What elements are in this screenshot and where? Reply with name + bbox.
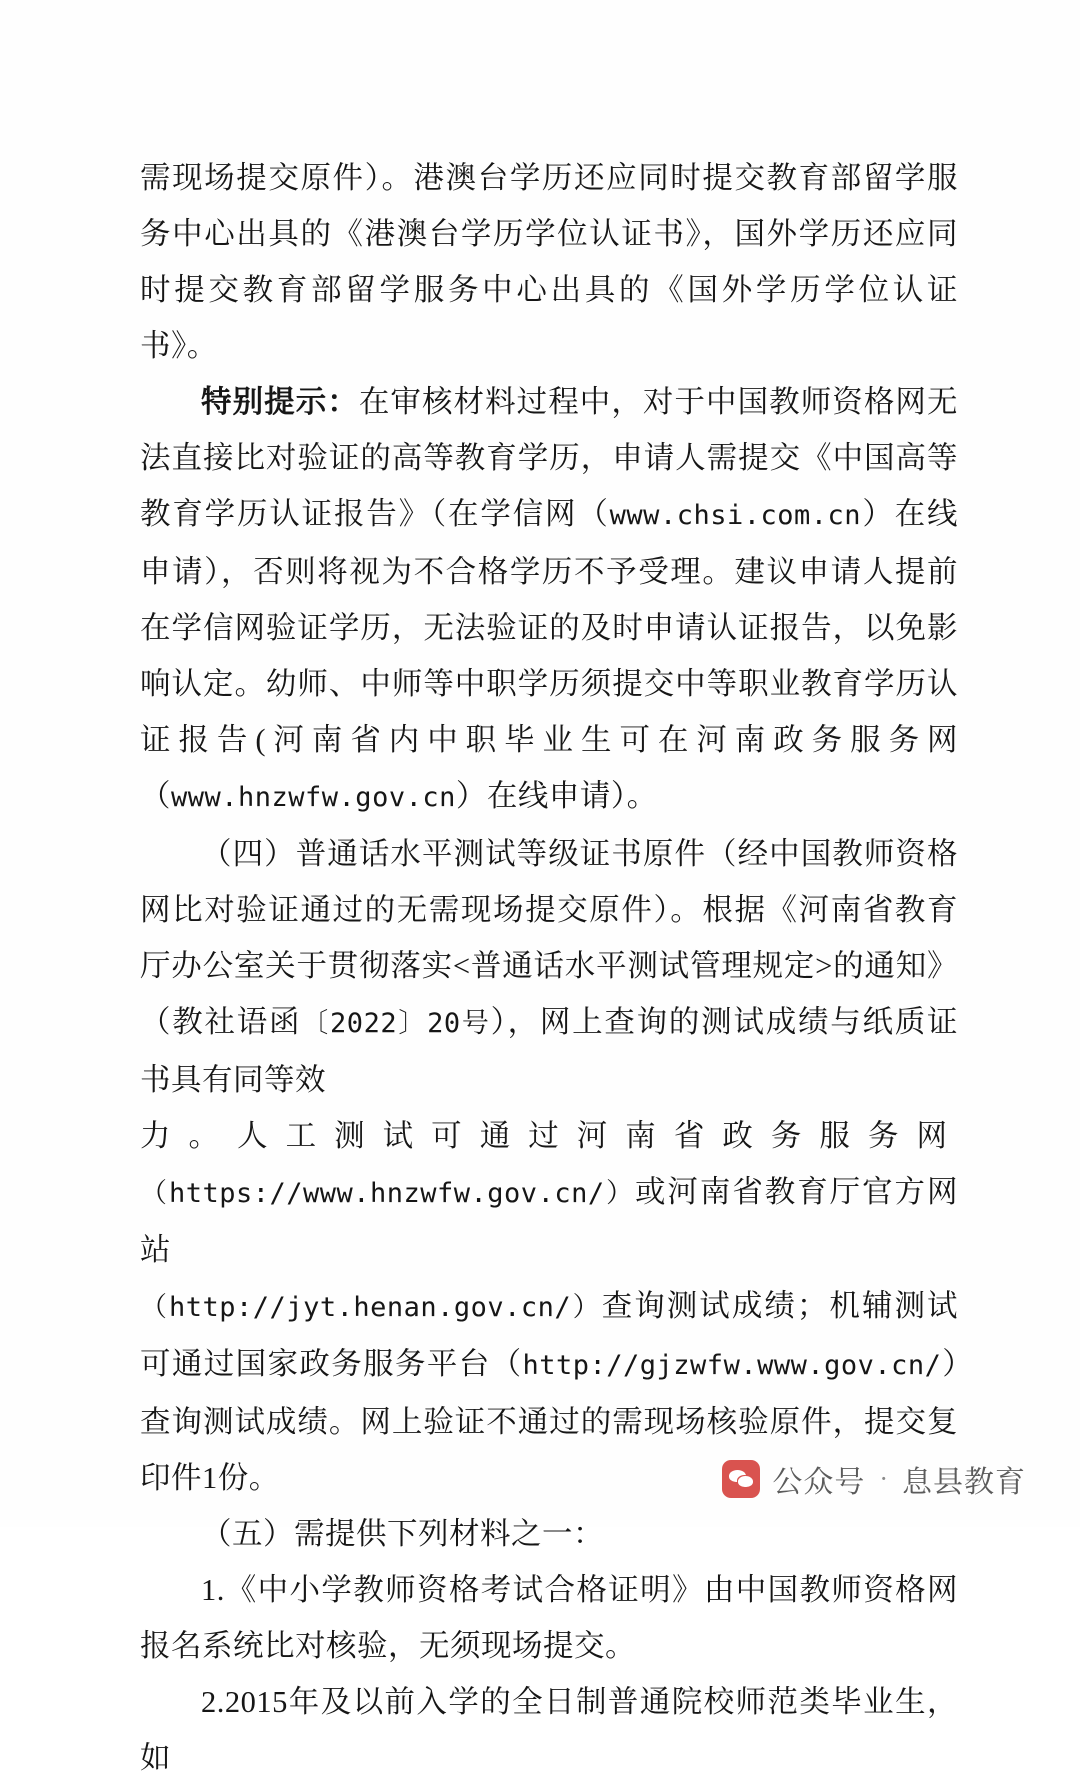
special-notice-line-3a: 认证报告》（在学信网（ (269, 497, 610, 531)
item-four-line-8a: 国家政务服务平台（ (235, 1347, 523, 1381)
wechat-icon (722, 1460, 760, 1498)
special-notice-line-4: 将视为不合格学历不予受理。建议申请人提前在学信网验证学历， (140, 555, 959, 645)
paragraph-special-notice (140, 374, 958, 826)
item-four-line-1: （四）普通话水平测试等级证书原件（经中国教师资格网比 (140, 837, 958, 927)
item-four-line-5: 力。人工测试可通过河南省政务服务网 (140, 1119, 958, 1153)
item-four-line-7-text: 查询测试成绩；机辅测试可通过 (140, 1289, 958, 1381)
paragraph-1-line-3: 育部留学服务中心出具的《国外学历学位认证书》。 (140, 273, 959, 363)
item-four-line-8b: ）查询测试成 (140, 1347, 959, 1439)
special-notice-line-7b: ）在线申请）。 (455, 779, 658, 813)
item-1-line-2: 系统比对核验，无须现场提交。 (202, 1629, 636, 1663)
paragraph-1-line-1: 需现场提交原件）。港澳台学历还应同时提交教育部留学服务中 (140, 161, 958, 251)
item-four-line-4: ），网上查询的测试成绩与纸质证书具有同等效 (140, 1005, 958, 1097)
paragraph-item-1 (140, 1562, 958, 1674)
item-four-line-6 (140, 1164, 958, 1278)
footer-account-name: 息县教育 (902, 1466, 1026, 1499)
paragraph-item-four (140, 826, 958, 1108)
item-four-line-9: 绩。网上验证不通过的需现场核验原件，提交复印件1份。 (140, 1405, 959, 1495)
paragraph-1 (140, 150, 958, 374)
item-four-line-6-text: 或河南省教育厅官方网站 (140, 1175, 959, 1267)
hnzwfw-https-url: （https://www.hnzwfw.gov.cn/） (140, 1178, 635, 1209)
special-notice-line-5: 无法验证的及时申请认证报告，以免影响认定。幼师、中师等中 (140, 611, 959, 701)
paragraph-1-line-2: 心出具的《港澳台学历学位认证书》，国外学历还应同时提交教 (140, 217, 959, 307)
document-number: 〔2022〕20号 (301, 1008, 491, 1039)
special-notice-line-1: 在审核材料过程中，对于中国教师资格网无法直 (140, 385, 959, 475)
paragraph-item-five: （五）需提供下列材料之一： (201, 1517, 604, 1551)
item-four-line-2: 对验证通过的无需现场提交原件）。根据《河南省教育厅办公室 (140, 893, 959, 983)
special-notice-label: 特别提示： (201, 385, 359, 419)
special-notice-line-2: 接比对验证的高等教育学历，申请人需提交《中国高等教育学历 (140, 441, 959, 531)
footer-watermark (722, 1457, 1026, 1501)
special-notice-line-7a: 可在河南政务服务网（ (140, 723, 959, 813)
paragraph-item-2: 2.2015年及以前入学的全日制普通院校师范类毕业生，如 (140, 1685, 958, 1775)
footer-separator: · (879, 1464, 888, 1493)
special-notice-line-6: 职学历须提交中等职业教育学历认证报告(河南省内中职毕业生 (140, 667, 959, 757)
item-four-line-3: 关于贯彻落实<普通话水平测试管理规定>的通知》（教社语函 (140, 949, 958, 1039)
item-1-line-1: 1.《中小学教师资格考试合格证明》由中国教师资格网报名 (140, 1573, 958, 1663)
gjzwfw-url: http://gjzwfw.www.gov.cn/ (522, 1350, 942, 1381)
hnzwfw-url: www.hnzwfw.gov.cn (171, 782, 456, 813)
document-body (140, 150, 958, 1786)
jyt-henan-url: （http://jyt.henan.gov.cn/） (140, 1292, 602, 1323)
chsi-url: www.chsi.com.cn (609, 500, 862, 531)
footer-label: 公众号 (772, 1466, 866, 1499)
special-notice-line-3b: ）在线申请），否则 (140, 497, 958, 589)
